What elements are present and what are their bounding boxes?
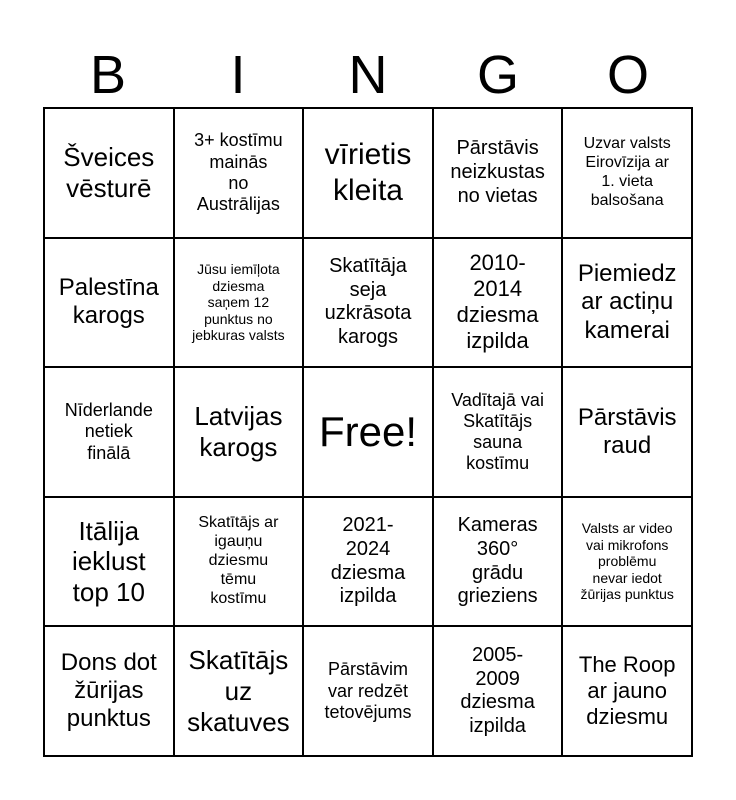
cell-text: 3+ kostīmu mainās no Austrālijas (194, 130, 283, 215)
cell-text: Uzvar valsts Eirovīzija ar 1. vieta balsošana (583, 135, 671, 209)
cell-text: Pārstāvis neizkustas no vietas (450, 137, 545, 207)
bingo-cell[interactable] (563, 368, 693, 498)
header-letter-g: G (476, 45, 519, 105)
bingo-cell[interactable] (45, 368, 175, 498)
bingo-cell[interactable] (563, 109, 693, 239)
cell-text: Kameras 360° grādu grieziens (457, 514, 538, 608)
bingo-cell[interactable] (45, 498, 175, 628)
bingo-cell[interactable] (434, 239, 564, 369)
header-letter-i: I (230, 45, 246, 105)
bingo-cell[interactable] (304, 239, 434, 369)
cell-text: Pārstāvim var redzēt tetovējums (324, 659, 412, 722)
cell-text: 2010- 2014 dziesma izpilda (456, 250, 539, 354)
bingo-cell[interactable] (304, 627, 434, 757)
bingo-cell[interactable] (563, 239, 693, 369)
bingo-cell[interactable] (175, 498, 305, 628)
header-letter-n: N (348, 45, 388, 105)
cell-text: The Roop ar jauno dziesmu (578, 652, 676, 730)
cell-text: Šveices vēsturē (63, 142, 155, 203)
cell-text: Vadītajā vai Skatītājs sauna kostīmu (451, 389, 544, 474)
bingo-cell[interactable] (45, 627, 175, 757)
cell-text: Pārstāvis raud (577, 403, 677, 459)
header-letter-b: B (89, 45, 127, 105)
bingo-cell[interactable] (175, 109, 305, 239)
bingo-cell[interactable] (45, 109, 175, 239)
free-cell[interactable] (304, 368, 434, 498)
cell-text: 2005- 2009 dziesma izpilda (460, 644, 535, 737)
bingo-cell[interactable] (175, 239, 305, 369)
bingo-cell[interactable] (434, 368, 564, 498)
bingo-cell[interactable] (304, 498, 434, 628)
cell-text: Dons dot žūrijas punktus (60, 648, 157, 733)
cell-text: Valsts ar video vai mikrofons problēmu nevar iedot žūrijas punktus (580, 520, 674, 603)
cell-text: vīrietis kleita (324, 138, 412, 207)
cell-text: Palestīna karogs (58, 274, 159, 330)
header-letter-o: O (606, 45, 649, 105)
cell-text: Skatītāja seja uzkrāsota karogs (324, 255, 412, 348)
cell-text: Piemiedz ar actiņu kamerai (577, 259, 677, 344)
cell-text: Free! (318, 408, 417, 456)
bingo-cell[interactable] (563, 627, 693, 757)
bingo-cell[interactable] (434, 498, 564, 628)
bingo-cell[interactable] (45, 239, 175, 369)
cell-text: Latvijas karogs (194, 401, 283, 462)
cell-text: Skatītājs ar igauņu dziesmu tēmu kostīmu (198, 514, 279, 607)
bingo-cell[interactable] (434, 627, 564, 757)
bingo-cell[interactable] (434, 109, 564, 239)
cell-text: Skatītājs uz skatuves (187, 645, 290, 737)
bingo-cell[interactable] (175, 368, 305, 498)
cell-text: Itālija ieklust top 10 (71, 515, 146, 607)
cell-text: Nīderlande netiek finālā (64, 400, 153, 463)
cell-text: 2021- 2024 dziesma izpilda (330, 514, 406, 608)
bingo-cell[interactable] (175, 627, 305, 757)
bingo-grid (43, 107, 693, 757)
bingo-header (43, 40, 693, 110)
bingo-cell[interactable] (304, 109, 434, 239)
bingo-cell[interactable] (563, 498, 693, 628)
cell-text: Jūsu iemīļota dziesma saņem 12 punktus no jebkuras valsts (192, 261, 285, 344)
